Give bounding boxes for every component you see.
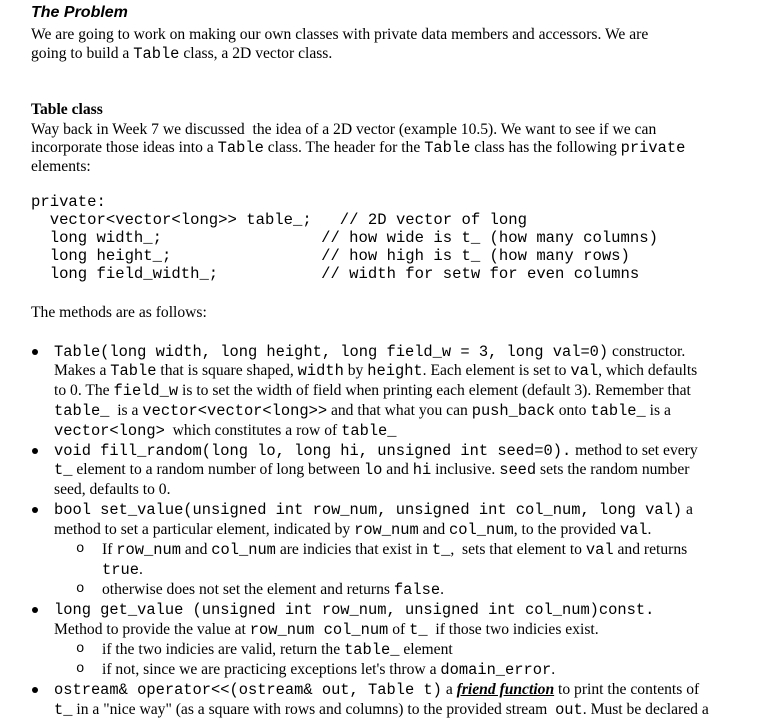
code-span: table_ xyxy=(54,402,110,420)
section-title-problem: The Problem xyxy=(31,4,128,21)
text-span: to print the contents of xyxy=(554,681,700,698)
text-span: and xyxy=(180,541,212,558)
emphasis: friend function xyxy=(456,681,555,698)
code-span: long get_value (unsigned int row_num, unsigned int col_num)const. xyxy=(54,601,655,619)
code-span: row_num col_num xyxy=(249,621,389,639)
text-span: if the two indicies are valid, return the xyxy=(102,641,345,658)
text-span: going to build a xyxy=(31,45,134,62)
text-span: method to set a particular element, indicated by xyxy=(54,521,355,538)
code-span: vector<long> xyxy=(54,422,165,440)
code-span: val xyxy=(585,541,614,559)
code-span: table_ xyxy=(341,422,397,440)
code-line: long field_width_; // width for setw for even columns xyxy=(31,265,640,283)
code-span: field_w xyxy=(113,382,179,400)
sub-bullet-line xyxy=(102,560,143,580)
text-span: elements: xyxy=(31,158,91,175)
text-span: is a xyxy=(109,402,143,419)
text-span: Makes a xyxy=(54,362,111,379)
method-line xyxy=(54,441,698,461)
code-span: Table(long width, long height, long field_w = 3, long val=0) xyxy=(54,343,609,361)
code-span: t_ xyxy=(54,461,73,479)
text-span: . xyxy=(551,661,556,678)
method-line xyxy=(54,342,685,362)
method-line xyxy=(54,361,697,381)
text-span: . xyxy=(138,561,143,578)
code-span: seed xyxy=(499,461,537,479)
text-span: . Each element is set to xyxy=(422,362,571,379)
code-span: Table xyxy=(424,139,471,157)
code-span: height xyxy=(367,362,423,380)
code-span: ostream& operator<<(ostream& out, Table t) xyxy=(54,681,442,699)
text-span: if those two indicies exist. xyxy=(427,621,599,638)
text-span: that is square shaped, xyxy=(156,362,298,379)
code-span: col_num xyxy=(211,541,276,559)
code-span: void fill_random(long lo, long hi, unsigned int seed=0). xyxy=(54,442,572,460)
sub-bullet-icon: o xyxy=(76,541,85,557)
code-span: row_num xyxy=(116,541,181,559)
text-span: inclusive. xyxy=(431,461,500,478)
text-span: , sets that element to xyxy=(450,541,586,558)
bullet-icon xyxy=(32,507,38,513)
code-span: val xyxy=(619,521,648,539)
text-span: . xyxy=(440,581,444,598)
text-span: Method to provide the value at xyxy=(54,621,250,638)
text-span: seed, defaults to 0. xyxy=(54,481,171,498)
sub-bullet-line xyxy=(102,540,687,560)
code-span: push_back xyxy=(471,402,555,420)
text-span: class has the following xyxy=(470,139,621,156)
code-span: out xyxy=(555,701,583,719)
text-span: method to set every xyxy=(571,442,698,459)
code-span: false xyxy=(393,581,441,599)
code-line: long width_; // how wide is t_ (how many columns) xyxy=(31,229,658,247)
text-span: and xyxy=(418,521,450,538)
code-span: width xyxy=(297,362,344,380)
text-span: to 0. The xyxy=(54,382,114,399)
code-span: t_ xyxy=(409,621,428,639)
code-span: table_ xyxy=(590,402,646,420)
paragraph-line xyxy=(31,157,91,176)
paragraph-line xyxy=(31,138,685,158)
method-line xyxy=(54,480,171,499)
text-span: If xyxy=(102,541,117,558)
code-line: private: xyxy=(31,193,106,211)
code-span: Table xyxy=(110,362,157,380)
method-line xyxy=(54,700,709,720)
text-span: by xyxy=(343,362,368,379)
sub-bullet-icon: o xyxy=(76,661,85,677)
method-line xyxy=(54,520,651,540)
paragraph-line xyxy=(31,120,656,139)
text-span: , which defaults xyxy=(598,362,698,379)
text-span: element to a random number of long between xyxy=(72,461,364,478)
text-span: and that what you can xyxy=(327,402,472,419)
code-span: true xyxy=(102,561,139,579)
method-line xyxy=(54,381,691,401)
code-span: Table xyxy=(133,45,180,63)
text-span: if not, since we are practicing exceptions let's throw a xyxy=(102,661,441,678)
text-span: constructor. xyxy=(608,343,686,360)
methods-intro: The methods are as follows: xyxy=(31,304,207,321)
text-span: . xyxy=(647,521,652,538)
bullet-icon xyxy=(32,349,38,355)
code-span: lo xyxy=(363,461,383,479)
code-span: private xyxy=(620,139,686,157)
sub-bullet-icon: o xyxy=(76,581,85,597)
text-span: sets the random number xyxy=(536,461,690,478)
text-span: Way back in Week 7 we discussed the idea of a 2D vector (example 10.5). We want to see if we can xyxy=(31,121,657,138)
text-span: of xyxy=(388,621,410,638)
bullet-icon xyxy=(32,687,38,693)
text-span: and xyxy=(382,461,413,478)
text-span: incorporate those ideas into a xyxy=(31,139,218,156)
method-line xyxy=(54,600,654,620)
code-span: bool set_value(unsigned int row_num, unsigned int col_num, long val) xyxy=(54,501,683,519)
code-span: vector<vector<long>> xyxy=(142,402,328,420)
text-span: otherwise does not set the element and returns xyxy=(102,581,394,598)
bullet-icon xyxy=(32,607,38,613)
method-line xyxy=(54,460,689,480)
text-span: is a xyxy=(645,402,671,419)
code-span: table_ xyxy=(344,641,400,659)
code-line: long height_; // how high is t_ (how many rows) xyxy=(31,247,630,265)
text-span: which constitutes a row of xyxy=(164,422,342,439)
section-heading-table-class: Table class xyxy=(31,101,103,118)
text-span: are indicies that exist in xyxy=(275,541,432,558)
method-line xyxy=(54,620,599,640)
method-line xyxy=(54,421,397,441)
text-span: element xyxy=(399,641,453,658)
method-line xyxy=(54,401,671,421)
text-span: a xyxy=(682,501,693,518)
sub-bullet-line xyxy=(102,640,453,660)
code-span: val xyxy=(570,362,599,380)
paragraph-line xyxy=(31,44,332,64)
code-span: row_num xyxy=(354,521,419,539)
bullet-icon xyxy=(32,448,38,454)
code-span: Table xyxy=(217,139,264,157)
code-span: col_num xyxy=(449,521,514,539)
text-span: , to the provided xyxy=(513,521,620,538)
sub-bullet-icon: o xyxy=(76,641,85,657)
text-span: and returns xyxy=(613,541,688,558)
method-line xyxy=(54,500,693,520)
method-line xyxy=(54,680,699,700)
text-span: in a "nice way" (as a square with rows and columns) to the provided stream xyxy=(72,701,556,718)
text-span: class, a 2D vector class. xyxy=(179,45,333,62)
code-span: t_ xyxy=(431,541,451,559)
sub-bullet-line xyxy=(102,660,555,680)
text-span: . Must be declared a xyxy=(582,701,709,718)
text-span: is to set the width of field when printing each element (default 3). Remember that xyxy=(178,382,691,399)
paragraph-line xyxy=(31,25,648,44)
text-span: a xyxy=(441,681,457,698)
code-span: hi xyxy=(412,461,432,479)
code-span: domain_error xyxy=(440,661,552,679)
code-span: t_ xyxy=(54,701,73,719)
sub-bullet-line xyxy=(102,580,444,600)
text-span: onto xyxy=(554,402,591,419)
text-span: We are going to work on making our own classes with private data members and accessors. We are xyxy=(31,26,649,43)
code-line: vector<vector<long>> table_; // 2D vector of long xyxy=(31,211,527,229)
text-span: class. The header for the xyxy=(263,139,425,156)
